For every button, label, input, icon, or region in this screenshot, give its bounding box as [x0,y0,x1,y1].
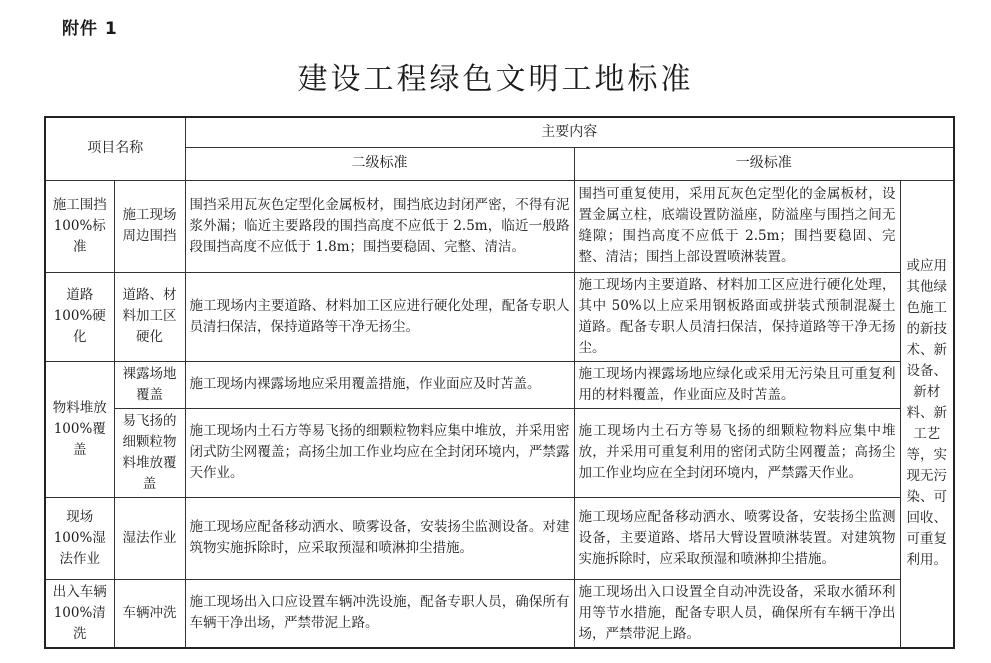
standards-table [44,116,955,649]
subitem-cell: 裸露场地覆盖 [114,361,185,408]
category-cell: 道路100%硬化 [45,272,114,361]
category-cell: 施工围挡100%标准 [45,180,114,272]
level1-cell: 围挡可重复使用，采用瓦灰色定型化的金属板材，设置金属立柱，底端设置防溢座，防溢座与围挡之间无缝隙；围挡高度不应低于 2.5m；围挡要稳固、完整、清洁；围挡上部设置喷淋装置。 [574,180,900,272]
header-item-name: 项目名称 [45,117,185,180]
level1-cell: 施工现场内裸露场地应绿化或采用无污染且可重复利用的材料覆盖，作业面应及时苫盖。 [574,361,900,408]
header-main-content: 主要内容 [185,117,954,147]
table-row [45,579,954,648]
header-row-1 [45,117,954,147]
header-level1: 一级标准 [574,147,954,180]
table-row [45,180,954,272]
table-row [45,361,954,408]
level2-cell: 施工现场应配备移动洒水、喷雾设备，安装扬尘监测设备。对建筑物实施拆除时，应采取预湿和喷淋抑尘措施。 [185,497,574,579]
level2-cell: 施工现场出入口应设置车辆冲洗设施，配备专职人员，确保所有车辆干净出场，严禁带泥上路。 [185,579,574,648]
attachment-label: 附件 1 [62,19,118,39]
subitem-cell: 道路、材料加工区硬化 [114,272,185,361]
subitem-cell: 施工现场周边围挡 [114,180,185,272]
header-level2: 二级标准 [185,147,574,180]
category-cell: 出入车辆100%清洗 [45,579,114,648]
table-row [45,497,954,579]
level1-cell: 施工现场内主要道路、材料加工区应进行硬化处理，其中 50%以上应采用钢板路面或拼装式预制混凝土道路。配备专职人员清扫保洁，保持道路等干净无扬尘。 [574,272,900,361]
level2-cell: 施工现场内主要道路、材料加工区应进行硬化处理，配备专职人员清扫保洁，保持道路等干净无扬尘。 [185,272,574,361]
side-note-cell: 或应用其他绿色施工的新技术、新设备、新材料、新工艺等，实现无污染、可回收、可重复利用。 [900,180,954,648]
document-title: 建设工程绿色文明工地标准 [297,62,694,97]
level1-cell: 施工现场内土石方等易飞扬的细颗粒物料应集中堆放，并采用可重复利用的密闭式防尘网覆盖；高扬尘加工作业均应在全封闭环境内，严禁露天作业。 [574,408,900,497]
category-cell: 物料堆放100%覆盖 [45,361,114,497]
table-row [45,408,954,497]
subitem-cell: 车辆冲洗 [114,579,185,648]
table-row [45,272,954,361]
level2-cell: 施工现场内土石方等易飞扬的细颗粒物料应集中堆放，并采用密闭式防尘网覆盖；高扬尘加工作业均应在全封闭环境内，严禁露天作业。 [185,408,574,497]
level1-cell: 施工现场出入口设置全自动冲洗设备，采取水循环利用等节水措施，配备专职人员，确保所有车辆干净出场，严禁带泥上路。 [574,579,900,648]
level2-cell: 围挡采用瓦灰色定型化金属板材，围挡底边封闭严密，不得有泥浆外漏；临近主要路段的围挡高度不应低于 2.5m，临近一般路段围挡高度不应低于 1.8m；围挡要稳固、完整、清洁。 [185,180,574,272]
subitem-cell: 易飞扬的细颗粒物料堆放覆盖 [114,408,185,497]
subitem-cell: 湿法作业 [114,497,185,579]
level1-cell: 施工现场应配备移动洒水、喷雾设备，安装扬尘监测设备，主要道路、塔吊大臂设置喷淋装置。对建筑物实施拆除时，应采取预湿和喷淋抑尘措施。 [574,497,900,579]
category-cell: 现场100%湿法作业 [45,497,114,579]
level2-cell: 施工现场内裸露场地应采用覆盖措施，作业面应及时苫盖。 [185,361,574,408]
